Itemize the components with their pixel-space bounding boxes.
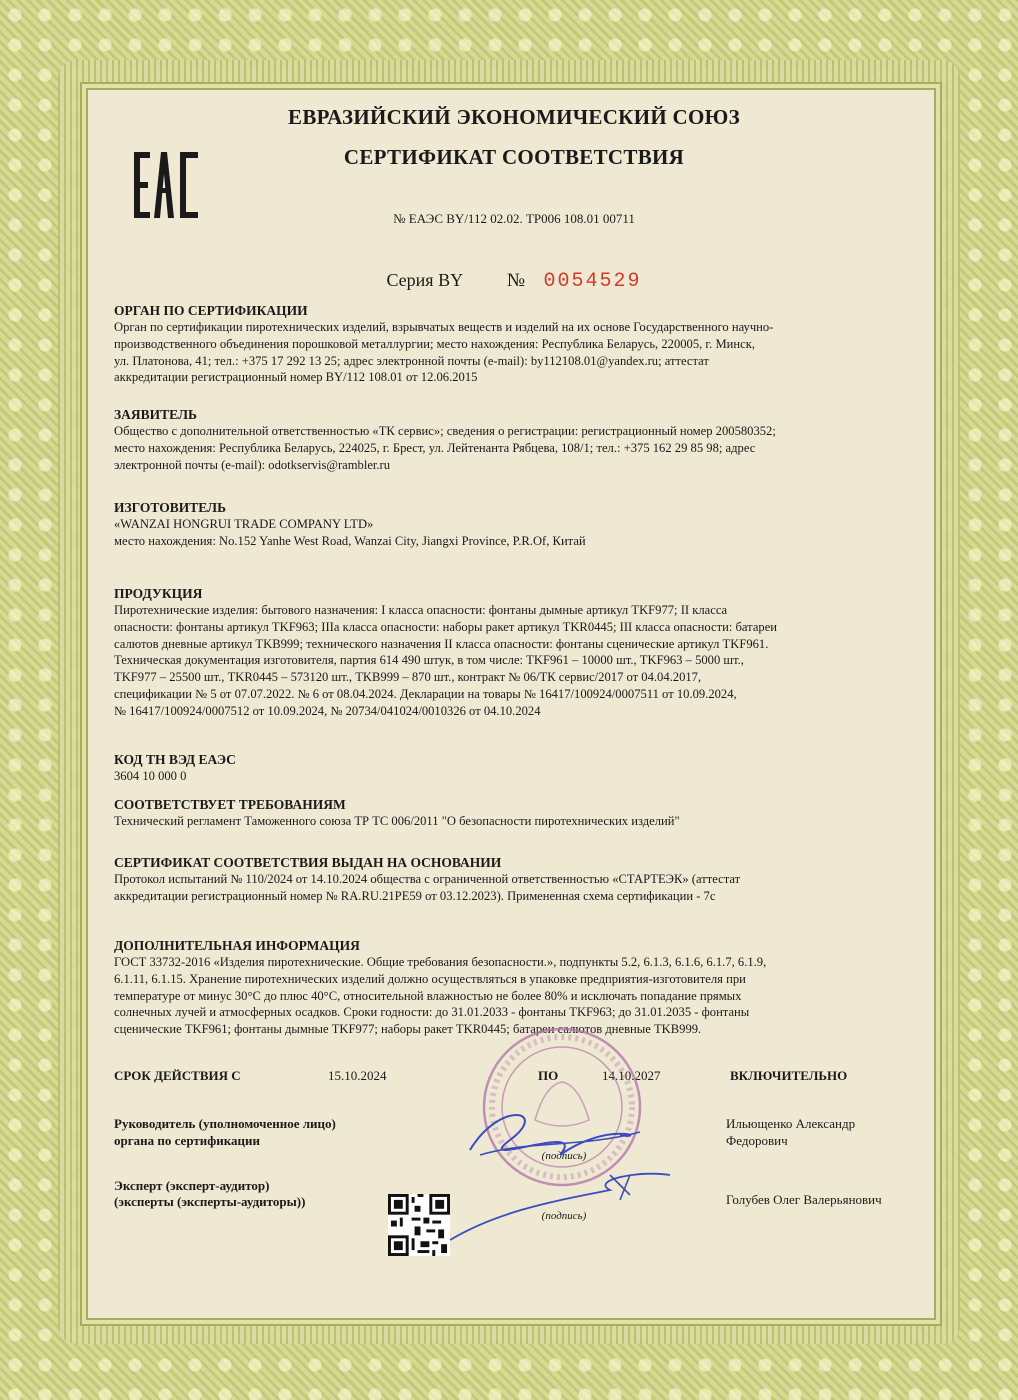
organ-title: ОРГАН ПО СЕРТИФИКАЦИИ bbox=[114, 303, 308, 318]
union-title: ЕВРАЗИЙСКИЙ ЭКОНОМИЧЕСКИЙ СОЮЗ bbox=[288, 105, 740, 129]
expert-name: Голубев Олег Валерьянович bbox=[726, 1192, 882, 1207]
manufacturer-title: ИЗГОТОВИТЕЛЬ bbox=[114, 500, 227, 515]
manufacturer-line: «WANZAI HONGRUI TRADE COMPANY LTD» bbox=[114, 517, 374, 531]
extra-line: сценические TKF961; фонтаны дымные TKF977; наборы ракет TKR0445; батареи салютов дневные TKB999. bbox=[114, 1022, 702, 1037]
product-line: Пиротехнические изделия: бытового назначения: I класса опасности: фонтаны дымные артикул TKF977; II класса bbox=[114, 603, 728, 617]
validity-from-date: 15.10.2024 bbox=[328, 1068, 387, 1083]
head-role-line-1: Руководитель (уполномоченное лицо) bbox=[114, 1116, 336, 1131]
product-body bbox=[114, 602, 914, 720]
validity-to-label: ПО bbox=[538, 1068, 559, 1083]
product-line: спецификации № 5 от 07.07.2022. № 6 от 08.04.2024. Декларации на товары № 16417/100924/0007511 от 10.09.2024, bbox=[114, 686, 737, 701]
basis-line: Протокол испытаний № 110/2024 от 14.10.2024 общества с ограниченной ответственностью «СТАРТЕЭК» (аттестат bbox=[114, 872, 741, 886]
validity-inclusive: ВКЛЮЧИТЕЛЬНО bbox=[730, 1068, 848, 1083]
certificate-title: СЕРТИФИКАТ СООТВЕТСТВИЯ bbox=[343, 145, 685, 169]
product-line: салютов дневные артикул TKB999; технического назначения II класса опасности: фонтаны сценические артикул TKF961. bbox=[114, 636, 769, 651]
organ-line: аккредитации регистрационный номер BY/112 108.01 от 12.06.2015 bbox=[114, 370, 478, 385]
code-title: КОД ТН ВЭД ЕАЭС bbox=[114, 752, 236, 767]
applicant-line: место нахождения: Республика Беларусь, 224025, г. Брест, ул. Лейтенанта Рябцева, 108/1; тел.: +375 162 29 85 98; адрес bbox=[114, 440, 756, 455]
applicant-line: Общество с дополнительной ответственностью «ТК сервис»; сведения о регистрации: регистрационный номер 200580352; bbox=[114, 424, 776, 438]
manufacturer-body bbox=[114, 516, 914, 550]
validity-from-label: СРОК ДЕЙСТВИЯ С bbox=[114, 1068, 241, 1083]
complies-body bbox=[114, 813, 914, 830]
extra-title: ДОПОЛНИТЕЛЬНАЯ ИНФОРМАЦИЯ bbox=[114, 938, 360, 953]
extra-line: температуре от минус 30°С до плюс 40°С, относительной влажностью не более 80% и исключать попадание прямых bbox=[114, 988, 742, 1003]
code-value: 3604 10 000 0 bbox=[114, 769, 187, 783]
number-sign: № bbox=[506, 270, 526, 291]
series-label: Серия BY bbox=[386, 270, 463, 290]
certificate-number: № ЕАЭС BY/112 02.02. ТР006 108.01 00711 bbox=[393, 211, 635, 226]
qr-code-icon bbox=[388, 1194, 450, 1256]
product-line: TKF977 – 25500 шт., TKR0445 – 573120 шт., TKB999 – 870 шт., контракт № 06/ТК сервис/2017 от 04.04.2017, bbox=[114, 670, 702, 685]
organ-body bbox=[114, 319, 914, 386]
applicant-line: электронной почты (e-mail): odotkservis@rambler.ru bbox=[114, 457, 391, 472]
expert-sign-caption: (подпись) bbox=[541, 1210, 587, 1222]
basis-line: аккредитации регистрационный номер № RA.RU.21PE59 от 03.12.2023). Примененная схема сертификации - 7с bbox=[114, 888, 716, 903]
organ-line: Орган по сертификации пиротехнических изделий, взрывчатых веществ и изделий на их основе Государственного научно- bbox=[114, 320, 774, 334]
organ-line: ул. Платонова, 41; тел.: +375 17 292 13 25; адрес электронной почты (e-mail): by112108.01@yandex.ru; аттестат bbox=[114, 353, 709, 368]
manufacturer-line: место нахождения: No.152 Yanhe West Road, Wanzai City, Jiangxi Province, P.R.Of, Китай bbox=[114, 533, 586, 548]
basis-body bbox=[114, 871, 914, 905]
product-line: № 16417/100924/0007512 от 10.09.2024, № 20734/041024/0010326 от 04.10.2024 bbox=[114, 703, 541, 718]
product-line: Техническая документация изготовителя, партия 614 490 штук, в том числе: TKF961 – 10000 шт., TKF963 – 5000 шт., bbox=[114, 653, 744, 668]
series-number: 0054529 bbox=[543, 270, 642, 293]
extra-line: ГОСТ 33732-2016 «Изделия пиротехнические. Общие требования безопасности.», подпункты 5.2, 6.1.3, 6.1.6, 6.1.7, 6.1.9, bbox=[114, 955, 767, 969]
head-name-line-1: Ильющенко Александр bbox=[726, 1116, 856, 1131]
expert-role-line-2: (эксперты (эксперты-аудиторы)) bbox=[114, 1194, 306, 1209]
applicant-title: ЗАЯВИТЕЛЬ bbox=[114, 407, 197, 422]
series-row bbox=[114, 270, 914, 293]
organ-line: производственного объединения порошковой металлургии; место нахождения: Республика Беларусь, 220005, г. Минск, bbox=[114, 336, 756, 351]
handwritten-signatures bbox=[440, 1080, 700, 1250]
head-sign-caption: (подпись) bbox=[541, 1150, 587, 1162]
code-body bbox=[114, 768, 914, 785]
applicant-body bbox=[114, 423, 914, 473]
basis-title: СЕРТИФИКАТ СООТВЕТСТВИЯ ВЫДАН НА ОСНОВАНИИ bbox=[114, 855, 502, 870]
expert-role-line-1: Эксперт (эксперт-аудитор) bbox=[114, 1178, 270, 1193]
extra-line: 6.1.11, 6.1.15. Хранение пиротехнических изделий должно осуществляться в упаковке предприятия-изготовителя при bbox=[114, 971, 746, 986]
product-title: ПРОДУКЦИЯ bbox=[114, 586, 203, 601]
product-line: опасности: фонтаны артикул TKF963; IIIа класса опасности: наборы ракет артикул TKR0445; III класса опасности: батареи bbox=[114, 619, 778, 634]
head-role-line-2: органа по сертификации bbox=[114, 1133, 260, 1148]
extra-line: солнечных лучей и атмосферных осадков. Сроки годности: до 31.01.2033 - фонтаны TKF963; до 31.01.2035 - фонтаны bbox=[114, 1005, 750, 1020]
complies-line: Технический регламент Таможенного союза ТР ТС 006/2011 "О безопасности пиротехнических изделий" bbox=[114, 814, 680, 828]
head-name-line-2: Федорович bbox=[726, 1133, 788, 1148]
complies-title: СООТВЕТСТВУЕТ ТРЕБОВАНИЯМ bbox=[114, 797, 346, 812]
validity-to-date: 14.10.2027 bbox=[602, 1068, 661, 1083]
